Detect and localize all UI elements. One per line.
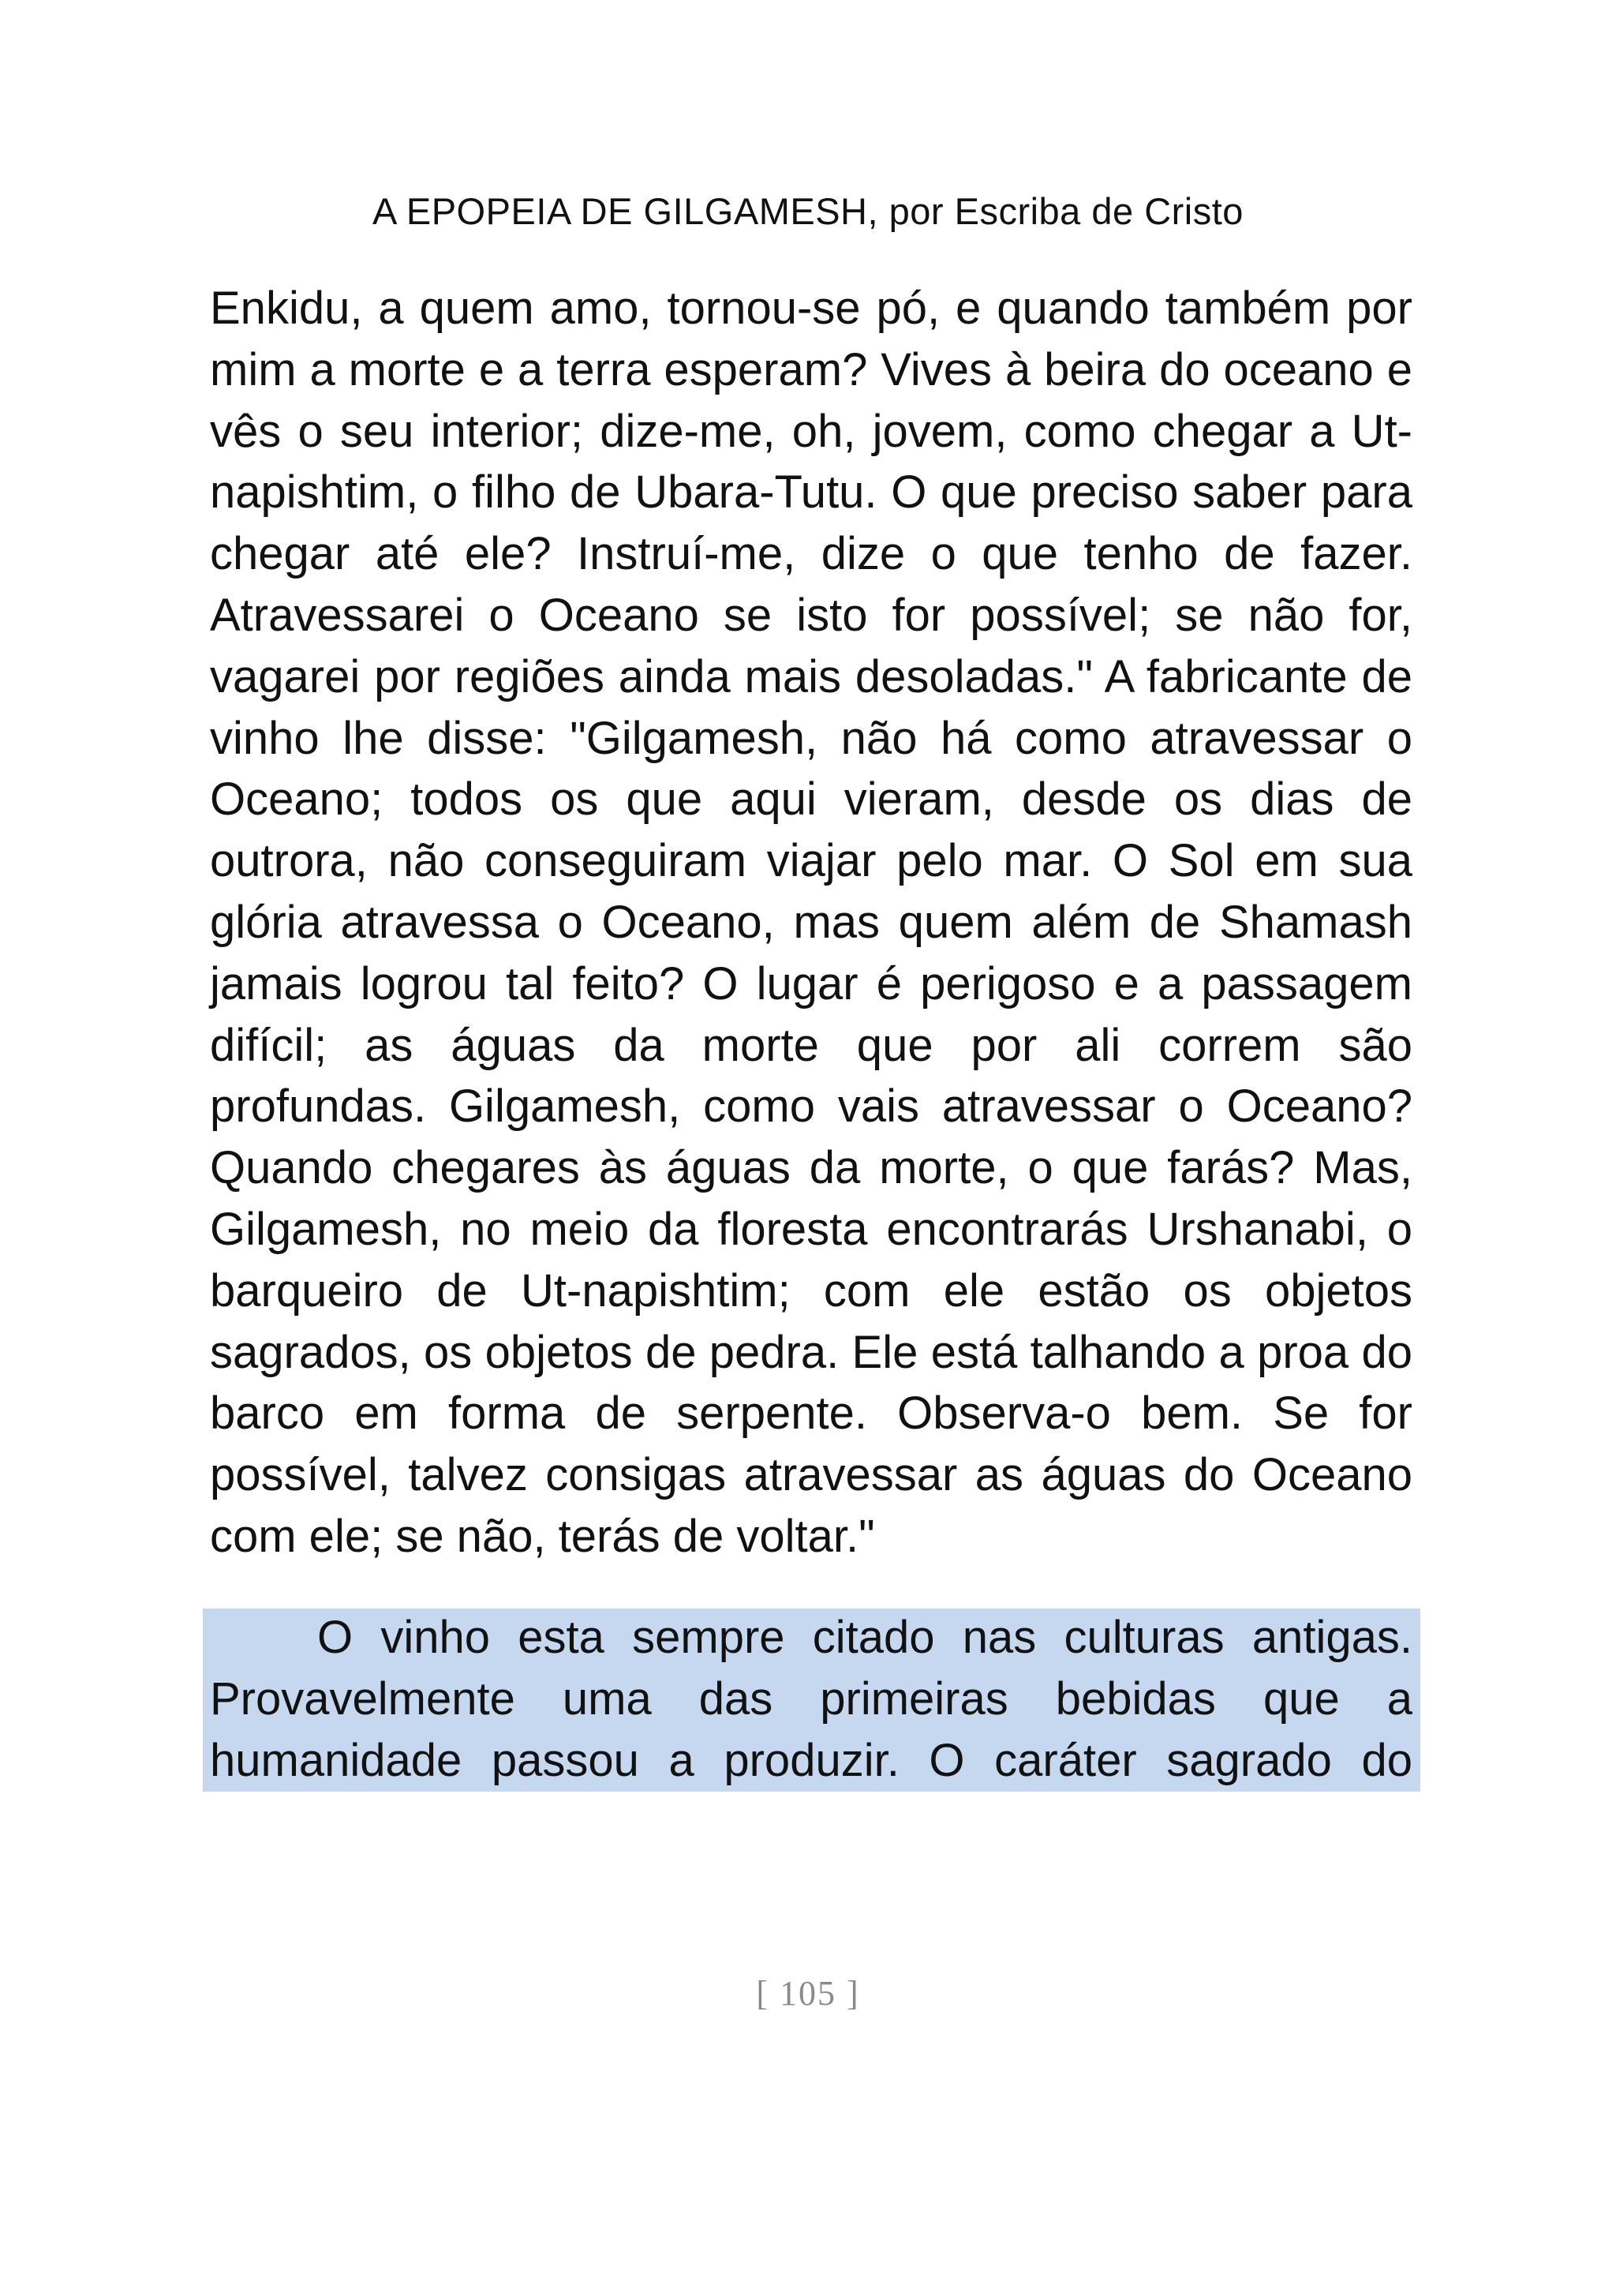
page-number: [ 105 ] <box>756 1974 860 2013</box>
running-header: A EPOPEIA DE GILGAMESH, por Escriba de Cristo <box>372 190 1244 232</box>
main-paragraph: Enkidu, a quem amo, tornou-se pó, e quando também por mim a morte e a terra esperam? Vives à beira do oceano e vês o seu interior; dize-me, oh, jovem, como chegar a Ut-napishtim, o filho de Ubara-Tutu. O que preciso saber para chegar até ele? Instruí-me, dize o que tenho de fazer. Atravessarei o Oceano se isto for possível; se não for, vagarei por regiões ainda mais desoladas." A fabricante de vinho lhe disse: "Gilgamesh, não há como atravessar o Oceano; todos os que aqui vieram, desde os dias de outrora, não conseguiram viajar pelo mar. O Sol em sua glória atravessa o Oceano, mas quem além de Shamash jamais logrou tal feito? O lugar é perigoso e a passagem difícil; as águas da morte que por ali correm são profundas. Gilgamesh, como vais atravessar o Oceano? Quando chegares às águas da morte, o que farás? Mas, Gilgamesh, no meio da floresta encontrarás Urshanabi, o barqueiro de Ut-napishtim; com ele estão os objetos sagrados, os objetos de pedra. Ele está talhando a proa do barco em forma de serpente. Observa-o bem. Se for possível, talvez consigas atravessar as águas do Oceano com ele; se não, terás de voltar." <box>210 283 1412 1562</box>
highlighted-note-paragraph: O vinho esta sempre citado nas culturas antigas. Provavelmente uma das primeiras bebidas que a humanidade passou a produzir. O caráter sagrado do <box>210 1612 1412 1786</box>
